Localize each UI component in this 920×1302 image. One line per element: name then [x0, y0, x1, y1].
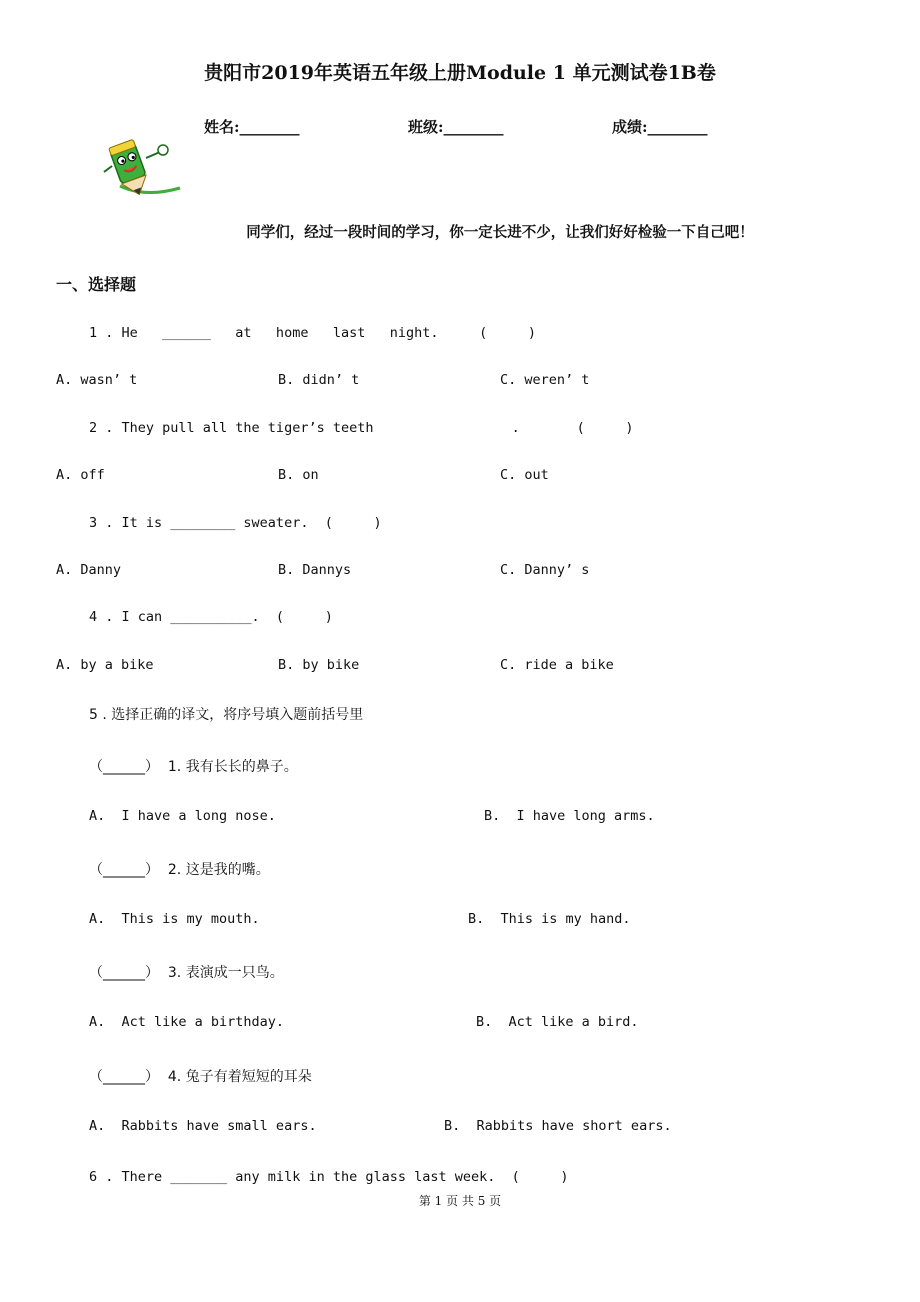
sub-question-prompt: （______） 2. 这是我的嘴。 [89, 862, 270, 878]
question-stem: 5 . 选择正确的译文，将序号填入题前括号里 [89, 707, 364, 723]
intro-text: 同学们，经过一段时间的学习，你一定长进不少，让我们好好检验一下自己吧！ [246, 224, 754, 241]
option-a[interactable]: A. Rabbits have small ears. [89, 1118, 317, 1134]
section-heading: 一、选择题 [56, 275, 137, 294]
option-c[interactable]: C. ride a bike [500, 657, 614, 673]
class-field[interactable]: 班级:________ [408, 118, 504, 136]
option-a[interactable]: A. Danny [56, 562, 122, 578]
option-b[interactable]: B. Rabbits have short ears. [444, 1118, 672, 1134]
option-c[interactable]: C. weren’ t [500, 372, 590, 388]
option-b[interactable]: B. on [278, 467, 319, 483]
sub-question-prompt: （______） 3. 表演成一只鸟。 [89, 965, 284, 981]
pencil-mascot-icon [100, 136, 184, 202]
question-stem: 4 . I can __________. ( ) [89, 609, 333, 625]
option-a[interactable]: A. I have a long nose. [89, 808, 276, 824]
option-b[interactable]: B. by bike [278, 657, 360, 673]
option-a[interactable]: A. Act like a birthday. [89, 1014, 285, 1030]
sub-question-prompt: （______） 4. 兔子有着短短的耳朵 [89, 1069, 312, 1085]
page-footer: 第 1 页 共 5 页 [418, 1194, 502, 1208]
page-title: 贵阳市2019年英语五年级上册Module 1 单元测试卷1B卷 [204, 62, 716, 84]
option-b[interactable]: B. Dannys [278, 562, 352, 578]
sub-question-prompt: （______） 1. 我有长长的鼻子。 [89, 759, 298, 775]
option-b[interactable]: B. didn’ t [278, 372, 360, 388]
option-c[interactable]: C. Danny’ s [500, 562, 590, 578]
score-field[interactable]: 成绩:________ [612, 118, 708, 136]
question-stem: 3 . It is ________ sweater. ( ) [89, 515, 382, 531]
option-a[interactable]: A. This is my mouth. [89, 911, 260, 927]
name-field[interactable]: 姓名:________ [204, 118, 300, 136]
option-a[interactable]: A. off [56, 467, 105, 483]
option-c[interactable]: C. out [500, 467, 549, 483]
option-a[interactable]: A. wasn’ t [56, 372, 138, 388]
option-b[interactable]: B. I have long arms. [484, 808, 655, 824]
option-a[interactable]: A. by a bike [56, 657, 154, 673]
question-stem: 6 . There _______ any milk in the glass last week. ( ) [89, 1169, 569, 1185]
question-stem: 1 . He ______ at home last night. ( ) [89, 325, 537, 341]
option-b[interactable]: B. Act like a bird. [476, 1014, 639, 1030]
question-stem: 2 . They pull all the tiger’s teeth . ( ) [89, 420, 634, 436]
option-b[interactable]: B. This is my hand. [468, 911, 631, 927]
